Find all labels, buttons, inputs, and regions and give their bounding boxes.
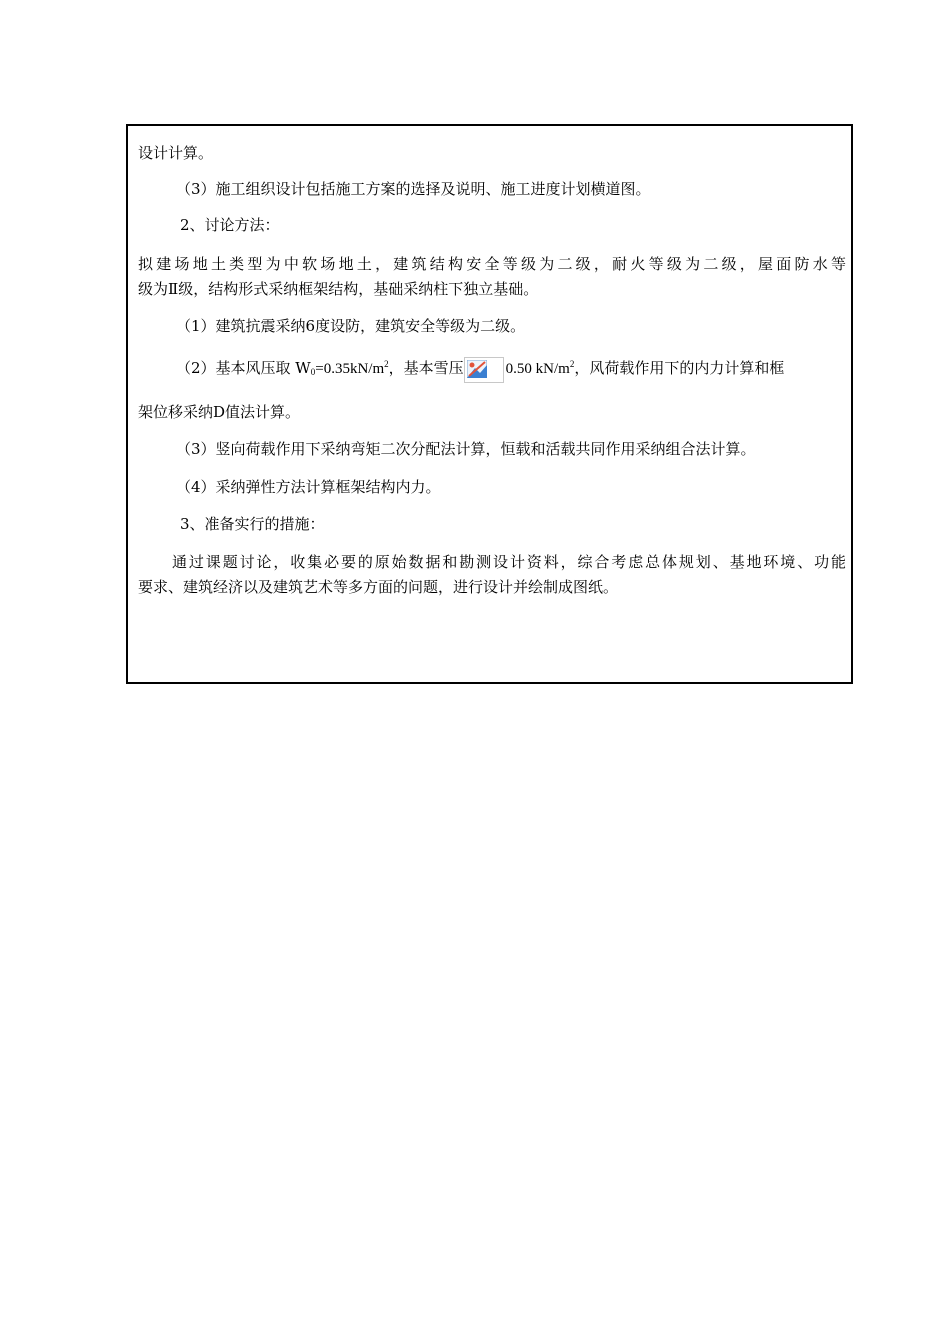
section-heading: 2、讨论方法：: [180, 216, 280, 234]
superscript: 2: [569, 359, 575, 369]
snow-pressure-value: 0.50 kN/m: [505, 361, 570, 377]
paragraph-line: [176, 354, 784, 383]
snow-pressure-text: ，基本雪压: [388, 359, 464, 377]
paragraph-line: （3）竖向荷载作用下采纳弯矩二次分配法计算，恒载和活载共同作用采纳组合法计算。: [176, 440, 756, 458]
section-heading: 3、准备实行的措施：: [180, 515, 325, 533]
superscript: 2: [384, 359, 389, 369]
paragraph-line: 设计计算。: [138, 144, 214, 162]
paragraph-line: （3）施工组织设计包括施工方案的选择及说明、施工进度计划横道图。: [176, 180, 651, 198]
wind-pressure-value: =0.35kN/m: [315, 361, 385, 377]
paragraph-line: （4）采纳弹性方法计算框架结构内力。: [176, 478, 441, 496]
subscript: 0: [310, 367, 316, 377]
paragraph-line: 级为Ⅱ级，结构形式采纳框架结构，基础采纳柱下独立基础。: [138, 280, 539, 298]
paragraph-line: 架位移采纳D值法计算。: [138, 403, 301, 421]
paragraph-line: 要求、建筑经济以及建筑艺术等多方面的问题，进行设计并绘制成图纸。: [138, 578, 619, 596]
paragraph-line: （1）建筑抗震采纳6度设防，建筑安全等级为二级。: [176, 317, 526, 335]
content-box: [126, 124, 853, 684]
wind-pressure-text: （2）基本风压取 W: [176, 359, 311, 377]
paragraph-line: 通过课题讨论，收集必要的原始数据和勘测设计资料，综合考虑总体规划、基地环境、功能: [172, 553, 846, 571]
wind-load-text: ，风荷载作用下的内力计算和框: [574, 359, 785, 377]
broken-image-icon: [464, 357, 504, 383]
paragraph-line: 拟建场地土类型为中软场地土，建筑结构安全等级为二级，耐火等级为二级，屋面防水等: [138, 255, 846, 273]
